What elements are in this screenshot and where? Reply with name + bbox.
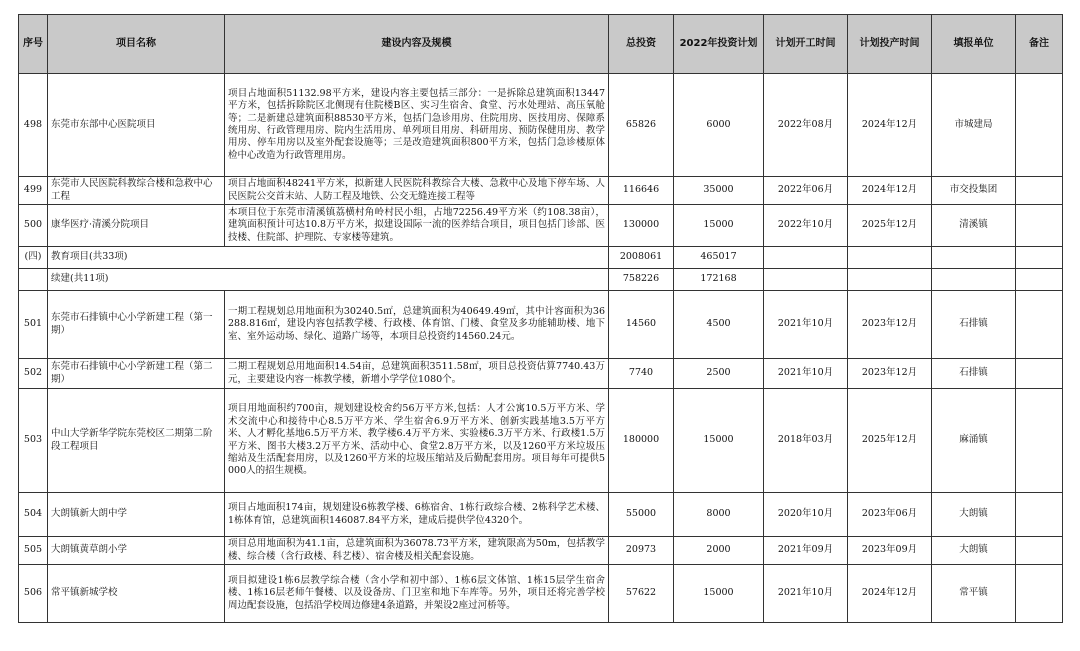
cell-content: 一期工程规划总用地面积为30240.5㎡，总建筑面积为40649.49㎡，其中计容面积为36288.816㎡，建设内容包括教学楼、行政楼、体育馆、门楼、食堂及多功能辅助楼、地下室、室外运动场、绿化、道路广场等，本项目总投资约14560.24元。 — [225, 291, 609, 359]
cell-seq: 506 — [19, 565, 48, 623]
group-row — [19, 247, 1063, 269]
cell-finish: 2023年06月 — [848, 493, 932, 537]
table-row — [19, 291, 1063, 359]
cell-name: 大朗镇新大朗中学 — [48, 493, 225, 537]
cell-seq: 505 — [19, 537, 48, 565]
cell-finish: 2024年12月 — [848, 565, 932, 623]
cell-total: 14560 — [609, 291, 674, 359]
cell-unit: 大朗镇 — [932, 493, 1016, 537]
cell-start: 2022年08月 — [764, 74, 848, 177]
cell-start: 2021年10月 — [764, 359, 848, 389]
cell-note — [1016, 389, 1063, 493]
cell-note — [1016, 537, 1063, 565]
empty-cell — [848, 269, 932, 291]
cell-total: 65826 — [609, 74, 674, 177]
project-table — [18, 14, 1063, 623]
cell-content: 项目拟建设1栋6层教学综合楼（含小学和初中部）、1栋6层文体馆、1栋15层学生宿舍楼、1栋16层老师午餐楼、以及设备房、门卫室和地下车库等。另外，项目还将完善学校周边配套设施，包括沿学校周边修建4条道路，并架设2座过河桥等。 — [225, 565, 609, 623]
cell-plan: 35000 — [674, 177, 764, 205]
header-content: 建设内容及规模 — [225, 15, 609, 74]
table-row — [19, 177, 1063, 205]
cell-content: 本项目位于东莞市清溪镇荔横村角岭村民小组，占地72256.49平方米（约108.38亩），建筑面积预计可达10.8万平方米，拟建设国际一流的医养结合项目，项目包括门诊部、医技楼、住院部、护理院、专家楼等建筑。 — [225, 205, 609, 247]
header-total: 总投资 — [609, 15, 674, 74]
cell-name: 康华医疗·清溪分院项目 — [48, 205, 225, 247]
cell-note — [1016, 493, 1063, 537]
cell-finish: 2024年12月 — [848, 177, 932, 205]
cell-content: 项目用地面积约700亩，规划建设校舍约56万平方米,包括：人才公寓10.5万平方米、学术交流中心和接待中心8.5万平方米、学生宿舍6.9万平方米、创新实践基地3.5万平方米、人才孵化基地6.5万平方米、教学楼6.4万平方米、实验楼6.3万平方米、行政楼1.5万平方米、图书大楼3.2万平方米、活动中心、食堂2.8万平方米，以及1260平方米垃圾压缩站及生活配套用房，以及1260平方米的垃圾压缩站及后勤配套用房。项目每年可提供5000人的招生规模。 — [225, 389, 609, 493]
empty-cell — [1016, 247, 1063, 269]
cell-start: 2020年10月 — [764, 493, 848, 537]
cell-seq: 499 — [19, 177, 48, 205]
empty-cell — [932, 269, 1016, 291]
cell-plan: 4500 — [674, 291, 764, 359]
cell-plan: 15000 — [674, 565, 764, 623]
cell-content: 项目占地面积174亩，规划建设6栋教学楼、6栋宿舍、1栋行政综合楼、2栋科学艺术楼、1栋体育馆，总建筑面积146087.84平方米，建成后提供学位4320个。 — [225, 493, 609, 537]
empty-cell — [764, 269, 848, 291]
cell-name: 常平镇新城学校 — [48, 565, 225, 623]
cell-total: 57622 — [609, 565, 674, 623]
cell-unit: 麻涌镇 — [932, 389, 1016, 493]
header-unit: 填报单位 — [932, 15, 1016, 74]
cell-unit: 市交投集团 — [932, 177, 1016, 205]
group-plan: 465017 — [674, 247, 764, 269]
cell-finish: 2024年12月 — [848, 74, 932, 177]
cell-plan: 15000 — [674, 205, 764, 247]
subgroup-plan: 172168 — [674, 269, 764, 291]
cell-total: 20973 — [609, 537, 674, 565]
header-plan2022: 2022年投资计划 — [674, 15, 764, 74]
cell-start: 2022年06月 — [764, 177, 848, 205]
subgroup-name: 续建(共11项) — [48, 269, 609, 291]
cell-seq: 504 — [19, 493, 48, 537]
cell-note — [1016, 74, 1063, 177]
cell-seq: 498 — [19, 74, 48, 177]
cell-unit: 常平镇 — [932, 565, 1016, 623]
cell-finish: 2025年12月 — [848, 205, 932, 247]
cell-name: 大朗镇黄草朗小学 — [48, 537, 225, 565]
cell-total: 130000 — [609, 205, 674, 247]
subgroup-row — [19, 269, 1063, 291]
table-row — [19, 74, 1063, 177]
subgroup-total: 758226 — [609, 269, 674, 291]
document-page — [18, 14, 1063, 623]
cell-content: 项目占地面积51132.98平方米，建设内容主要包括三部分：一是拆除总建筑面积13447平方米，包括拆除院区北侧现有住院楼B区、实习生宿舍、食堂、污水处理站、高压氧舱等；二是新建总建筑面积88530平方米，包括门急诊用房、住院用房、医技用房、保障系统用房、行政管理用房、院内生活用房、单列项目用房、科研用房、预防保健用房、教学用房、停车用房以及室外配套设施等；三是改造建筑面积800平方米，包括门急诊楼原体检中心改造为行政管理用房。 — [225, 74, 609, 177]
empty-cell — [932, 247, 1016, 269]
cell-content: 项目总用地面积为41.1亩，总建筑面积为36078.73平方米，建筑限高为50m，包括教学楼、综合楼（含行政楼、科艺楼）、宿舍楼及相关配套设施。 — [225, 537, 609, 565]
cell-seq: 501 — [19, 291, 48, 359]
cell-content: 项目占地面积48241平方米，拟新建人民医院科教综合大楼、急救中心及地下停车场、人民医院公交首末站、人防工程及地铁、公交无缝连接工程等 — [225, 177, 609, 205]
cell-start: 2021年09月 — [764, 537, 848, 565]
cell-start: 2018年03月 — [764, 389, 848, 493]
header-finish: 计划投产时间 — [848, 15, 932, 74]
cell-total: 7740 — [609, 359, 674, 389]
cell-unit: 清溪镇 — [932, 205, 1016, 247]
table-row — [19, 389, 1063, 493]
cell-total: 116646 — [609, 177, 674, 205]
cell-finish: 2025年12月 — [848, 389, 932, 493]
empty-cell — [764, 247, 848, 269]
cell-seq: 503 — [19, 389, 48, 493]
header-seq: 序号 — [19, 15, 48, 74]
table-row — [19, 359, 1063, 389]
cell-unit: 大朗镇 — [932, 537, 1016, 565]
table-row — [19, 565, 1063, 623]
cell-seq: 502 — [19, 359, 48, 389]
empty-cell — [1016, 269, 1063, 291]
cell-note — [1016, 359, 1063, 389]
cell-name: 东莞市人民医院科教综合楼和急救中心工程 — [48, 177, 225, 205]
table-row — [19, 537, 1063, 565]
cell-note — [1016, 565, 1063, 623]
header-start: 计划开工时间 — [764, 15, 848, 74]
cell-plan: 8000 — [674, 493, 764, 537]
cell-finish: 2023年12月 — [848, 359, 932, 389]
empty-cell — [848, 247, 932, 269]
table-row — [19, 493, 1063, 537]
cell-unit: 石排镇 — [932, 291, 1016, 359]
cell-name: 东莞市石排镇中心小学新建工程（第一期） — [48, 291, 225, 359]
cell-start: 2022年10月 — [764, 205, 848, 247]
cell-total: 55000 — [609, 493, 674, 537]
cell-finish: 2023年09月 — [848, 537, 932, 565]
cell-plan: 15000 — [674, 389, 764, 493]
cell-start: 2021年10月 — [764, 291, 848, 359]
cell-note — [1016, 205, 1063, 247]
group-total: 2008061 — [609, 247, 674, 269]
header-row — [19, 15, 1063, 74]
group-name: 教育项目(共33项) — [48, 247, 609, 269]
cell-plan: 6000 — [674, 74, 764, 177]
header-note: 备注 — [1016, 15, 1063, 74]
group-seq: (四) — [19, 247, 48, 269]
cell-name: 中山大学新华学院东莞校区二期第二阶段工程项目 — [48, 389, 225, 493]
empty-cell — [19, 269, 48, 291]
cell-note — [1016, 177, 1063, 205]
cell-note — [1016, 291, 1063, 359]
cell-start: 2021年10月 — [764, 565, 848, 623]
cell-plan: 2500 — [674, 359, 764, 389]
cell-name: 东莞市东部中心医院项目 — [48, 74, 225, 177]
cell-plan: 2000 — [674, 537, 764, 565]
cell-unit: 市城建局 — [932, 74, 1016, 177]
header-name: 项目名称 — [48, 15, 225, 74]
table-row — [19, 205, 1063, 247]
cell-total: 180000 — [609, 389, 674, 493]
cell-unit: 石排镇 — [932, 359, 1016, 389]
cell-seq: 500 — [19, 205, 48, 247]
cell-finish: 2023年12月 — [848, 291, 932, 359]
cell-name: 东莞市石排镇中心小学新建工程（第二期） — [48, 359, 225, 389]
cell-content: 二期工程规划总用地面积14.54亩，总建筑面积3511.58㎡，项目总投资估算7740.43万元，主要建设内容一栋教学楼，新增小学学位1080个。 — [225, 359, 609, 389]
